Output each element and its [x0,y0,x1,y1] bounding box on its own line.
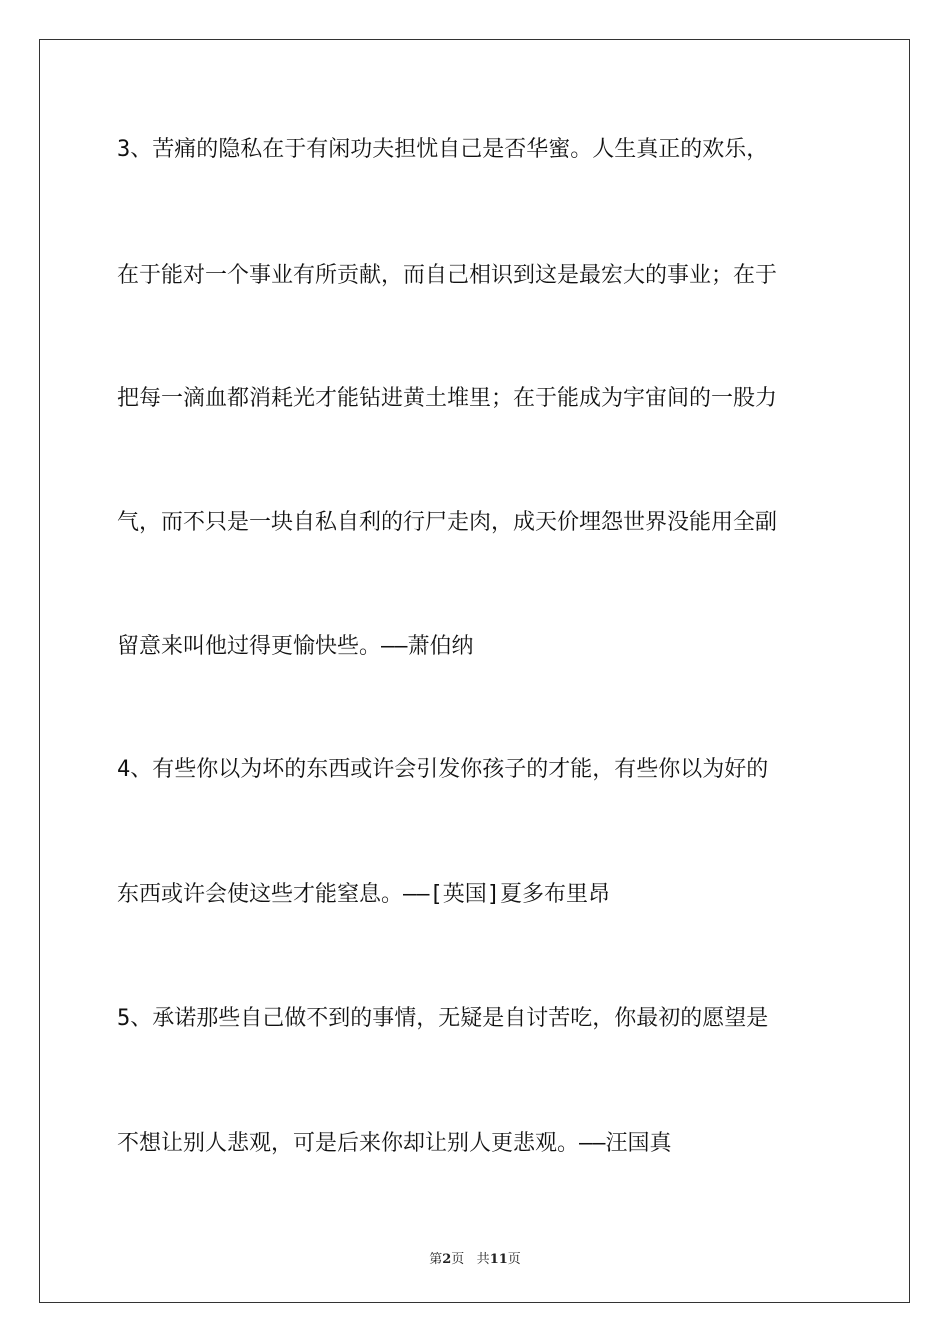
page-number: 2 [442,1252,452,1267]
paragraph-line-6: 4、有些你以为坏的东西或许会引发你孩子的才能，有些你以为好的 [117,757,769,782]
total-prefix: 共 [476,1252,490,1267]
paragraph-line-9: 不想让别人悲观，可是后来你却让别人更悲观。——汪国真 [117,1131,672,1156]
paragraph-line-7: 东西或许会使这些才能窒息。——[英国]夏多布里昂 [117,882,610,907]
paragraph-line-3: 把每一滴血都消耗光才能钻进黄土堆里；在于能成为宇宙间的一股力 [117,386,778,411]
paragraph-line-8: 5、承诺那些自己做不到的事情，无疑是自讨苦吃，你最初的愿望是 [117,1006,769,1031]
page-footer [0,1248,950,1267]
page-border [39,39,910,1303]
paragraph-line-1: 3、苦痛的隐私在于有闲功夫担忧自己是否华蜜。人生真正的欢乐， [117,137,769,162]
page-prefix: 第 [429,1252,443,1267]
page-suffix: 页 [451,1252,465,1267]
paragraph-line-2: 在于能对一个事业有所贡献，而自己相识到这是最宏大的事业；在于 [117,263,778,288]
paragraph-line-4: 气，而不只是一块自私自利的行尸走肉，成天价埋怨世界没能用全副 [117,510,778,535]
paragraph-line-5: 留意来叫他过得更愉快些。——萧伯纳 [117,634,474,659]
total-suffix: 页 [507,1252,521,1267]
total-pages: 11 [489,1252,508,1267]
